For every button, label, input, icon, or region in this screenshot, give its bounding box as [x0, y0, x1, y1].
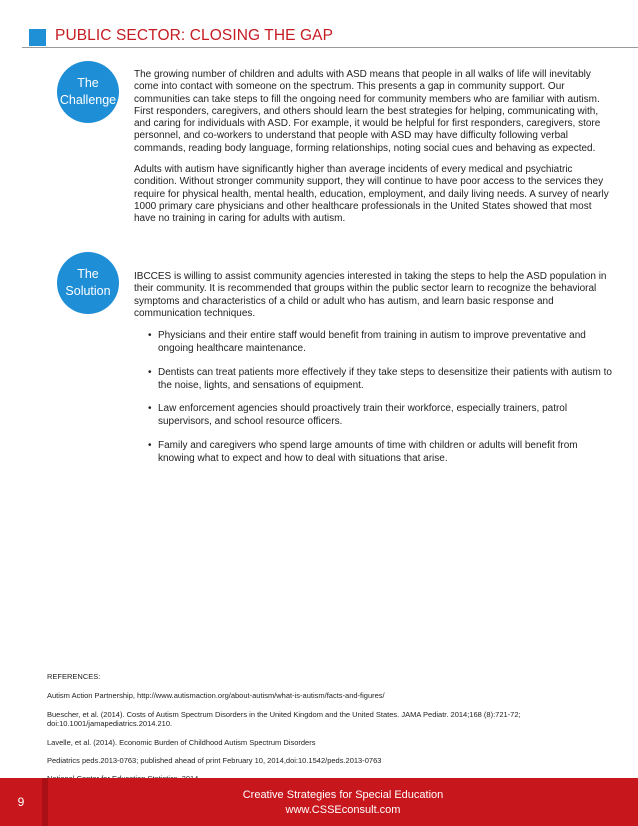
solution-bullet: • Family and caregivers who spend large amounts of time with children or adults will benefit from knowing what to expect and how to deal with situations that arise.	[148, 439, 614, 465]
header-rule	[22, 47, 638, 48]
footer-bar	[0, 778, 638, 826]
references-section	[47, 672, 607, 793]
page-number: 9	[17, 795, 25, 809]
challenge-section	[134, 69, 614, 235]
solution-bullet: • Physicians and their entire staff would benefit from training in autism to improve preventative and ongoing healthcare maintenance.	[148, 329, 614, 355]
challenge-badge	[57, 61, 119, 123]
solution-bullet: • Law enforcement agencies should proactively train their workforce, especially trainers, patrol supervisors, and school resource officers.	[148, 402, 614, 428]
reference-item: Pediatrics peds.2013-0763; published ahead of print February 10, 2014,doi:10.1542/peds.2013-0763	[47, 756, 382, 766]
solution-badge	[57, 252, 119, 314]
reference-item: Lavelle, et al. (2014). Economic Burden of Childhood Autism Spectrum Disorders	[47, 737, 316, 747]
solution-bullet: • Dentists can treat patients more effectively if they take steps to desensitize their patients with autism to the noise, lights, and sensations of equipment.	[148, 366, 614, 392]
challenge-badge-line2: Challenge	[59, 93, 117, 107]
reference-item: Buescher, et al. (2014). Costs of Autism Spectrum Disorders in the United Kingdom and the United States. JAMA Pediatr. 2014;168 (8):721-72; doi:10.1001/jamapediatrics.2014.210.	[47, 709, 521, 729]
solution-section	[134, 271, 614, 475]
solution-badge-line2: Solution	[65, 284, 111, 298]
challenge-paragraph-1: The growing number of children and adults with ASD means that people in all walks of life will inevitably come into contact with someone on the spectrum. This presents a gap in community support. Our communities can take steps to fill the ongoing need for community members who are familiar with autism. First responders, caregivers, and others should learn the best strategies for helping, communicating with, and caring for individuals with ASD. For example, it would be helpful for first responders, caregivers, store personnel, and co-workers to understand that people with ASD may have difficulty following verbal commands, reading body language, forming relationships, noting social cues and behaving as expected.	[134, 69, 601, 154]
challenge-badge-line1: The	[77, 76, 99, 90]
solution-intro: IBCCES is willing to assist community agencies interested in taking the steps to help the ASD population in their community. It is recommended that groups within the public sector learn to recognize the behavioral symptoms and characteristics of a child or adult who has autism, and learn basic response and communication techniques.	[134, 271, 607, 319]
footer-website-link[interactable]: www.CSSEconsult.com	[285, 803, 401, 816]
solution-badge-line1: The	[77, 267, 99, 281]
solution-bullet-list	[134, 329, 614, 465]
page-title: PUBLIC SECTOR: CLOSING THE GAP	[55, 27, 334, 44]
footer-line-1: Creative Strategies for Special Education	[242, 789, 444, 801]
reference-item: Autism Action Partnership, http://www.autismaction.org/about-autism/what-is-autism/facts-and-figures/	[47, 691, 385, 701]
challenge-paragraph-2: Adults with autism have significantly higher than average incidents of every medical and psychiatric condition. Without stronger community support, they will continue to have poor access to the services they require for physical health, mental health, education, employment, and daily living needs. A survey of nearly 1000 primary care physicians and other healthcare professionals in the United States showed that most have no training in caring for adults with autism.	[134, 164, 609, 225]
references-heading: REFERENCES:	[47, 672, 101, 681]
header-accent-square	[29, 29, 46, 46]
footer-text	[48, 788, 638, 817]
